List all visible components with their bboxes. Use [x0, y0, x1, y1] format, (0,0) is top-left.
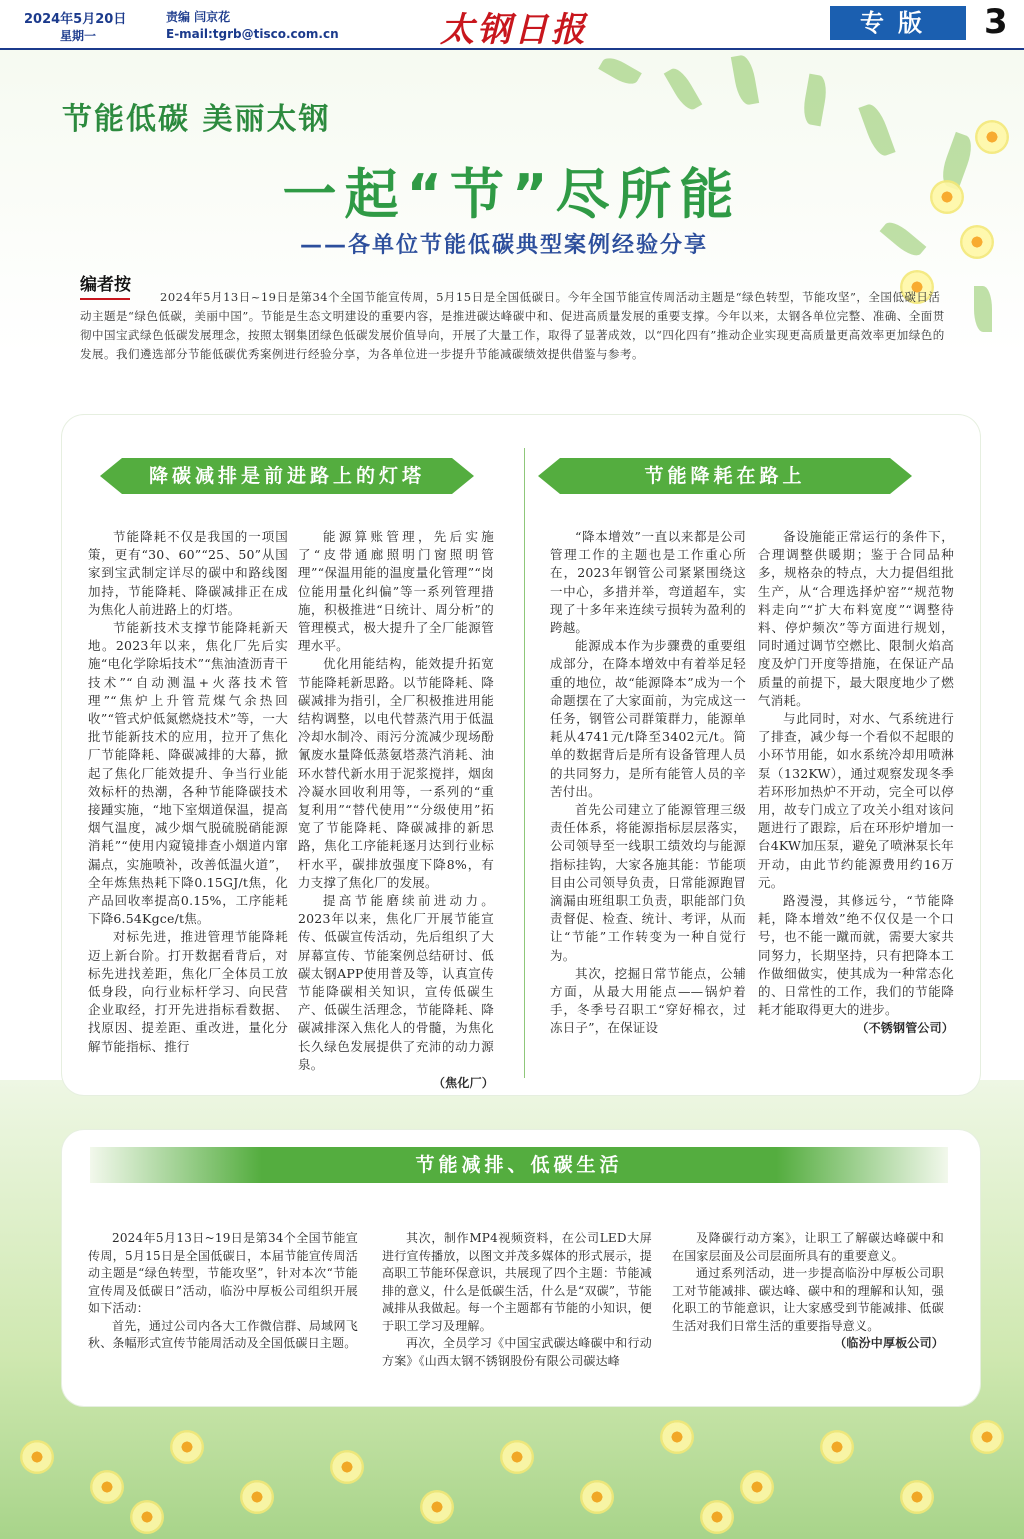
paragraph: 与此同时，对水、气系统进行了排查，减少每一个看似不起眼的小环节用能，如水系统冷却用喷淋泵（132KW），通过观察发现冬季若环形加热炉不开动，完全可以停用，故专门成立了攻关小组对该问题进行了跟踪，后在环形炉增加一台4KW加压泵，避免了喷淋泵长年开动，由此节约能源费用约16万元。	[758, 711, 954, 890]
newspaper-logo: 太钢日报	[440, 10, 588, 50]
paragraph: 首先公司建立了能源管理三级责任体系，将能源指标层层落实，公司领导至一线职工绩效均与能源指标挂钩，大家各施其能：节能项目由公司领导负责，日常能源跑冒滴漏由班组职工负责，职能部门负责督促、检查、统计、考评，从而让“节能”工作转变为一种自觉行为。	[550, 802, 746, 963]
paragraph: 路漫漫，其修远兮，“节能降耗，降本增效”绝不仅仅是一个口号，也不能一蹴而就，需要大家共同努力，长期坚持，只有把降本工作做细做实，使其成为一种常态化的、日常性的工作，我们的节能降耗才能取得更大的进步。	[758, 893, 954, 1018]
article3-col3	[672, 1230, 944, 1353]
paragraph: 其次，制作MP4视频资料，在公司LED大屏进行宣传播放，以图文并茂多媒体的形式展示，提高职工节能环保意识，共展现了四个主题：节能减排的意义，什么是低碳生活，什么是“双碳”，节能减排从我做起。每一个主题都有节能的小知识，便于职工学习及理解。	[382, 1231, 652, 1333]
article2-signature: （不锈钢管公司）	[856, 1021, 954, 1036]
issue-date: 2024年5月20日	[24, 12, 127, 27]
article3-signature: （临汾中厚板公司）	[834, 1336, 944, 1350]
issue-weekday: 星期一	[60, 29, 97, 43]
article2-col1	[550, 528, 746, 1038]
paragraph: 能源算账管理，先后实施了“皮带通廊照明门窗照明管理”“保温用能的温度量化管理”“岗位能用量化纠偏”等一系列管理措施，积极推进“日统计、周分析”的管理模式，极大提升了全厂能源管理水平。	[298, 529, 494, 654]
section-label: 专版	[830, 6, 966, 40]
flower-icon	[970, 1420, 1004, 1454]
paragraph: 能源成本作为步骤费的重要组成部分，在降本增效中有着举足轻重的地位，故“能源降本”成为一个命题摆在了大家面前，为完成这一任务，钢管公司群策群力，能源单耗从4741元/t降至3402元/t。简单的数据背后是所有设备管理人员的共同努力，是所有能管人员的辛苦付出。	[550, 638, 746, 799]
flower-icon	[960, 225, 994, 259]
paragraph: 优化用能结构，能效提升拓宽节能降耗新思路。以节能降耗、降碳减排为指引，全厂积极推进用能结构调整，以电代替蒸汽用于低温冷却水制冷、雨污分流减少现场酚氰废水量降低蒸氨塔蒸汽消耗、油环水替代新水用于泥浆搅拌，烟囱冷凝水回收利用等，一系列的“重复利用”“替代使用”“分级使用”拓宽了节能降耗、降碳减排的新思路，焦化工序能耗逐月达到行业标杆水平，碳排放强度下降8%，有力支撑了焦化厂的发展。	[298, 656, 494, 890]
article1-col1	[88, 528, 288, 1056]
flower-icon	[330, 1450, 364, 1484]
paragraph: 再次，全员学习《中国宝武碳达峰碳中和行动方案》《山西太钢不锈钢股份有限公司碳达峰	[382, 1336, 652, 1368]
flower-icon	[170, 1430, 204, 1464]
leaf-icon	[974, 286, 992, 332]
page-title: 一起“节”尽所能	[282, 163, 742, 226]
flower-icon	[500, 1440, 534, 1474]
flower-icon	[700, 1500, 734, 1534]
article3-heading: 节能减排、低碳生活	[90, 1147, 948, 1183]
flower-icon	[90, 1470, 124, 1504]
article1-heading: 降碳减排是前进路上的灯塔	[122, 458, 452, 494]
page-slogan: 节能低碳 美丽太钢	[62, 102, 331, 137]
paragraph: 备设施能正常运行的条件下，合理调整供暖期；鉴于合同品种多，规格杂的特点，大力提倡组批生产，从“合理选择炉窑”“规范物料走向”“扩大布料宽度”“调整待料、停炉频次”等方面进行规划，同时通过调节空燃比、限制火焰高度及炉门开度等措施，在保证产品质量的前提下，最大限度地少了燃气消耗。	[758, 529, 954, 708]
paragraph: 节能新技术支撑节能降耗新天地。2023年以来，焦化厂先后实施“电化学除垢技术”“焦油渣沥青干技术”“自动测温+火落技术管理”“焦炉上升管荒煤气余热回收”“管式炉低氮燃烧技术”等，一大批节能新技术的应用，拉开了焦化厂节能降耗、降碳减排的大幕，掀起了焦化厂能效提升、争当行业能效标杆的热潮，各种节能降碳技术接踵实施，“地下室烟道保温，提高烟气温度，减少烟气脱硫脱硝能源消耗”“使用内窥镜排查小烟道内窜漏点，实施喷补，改善低温火道”，全年炼焦热耗下降0.15GJ/t焦，化产品回收率提高0.15%，工序能耗下降6.54Kgce/t焦。	[88, 620, 288, 927]
editor-credit: 责编 闫京花	[166, 10, 231, 24]
article2-col2	[758, 528, 954, 1038]
paragraph: 2024年5月13日~19日是第34个全国节能宣传周，5月15日是全国低碳日，本届节能宣传周活动主题是“绿色转型，节能攻坚”，针对本次“节能宣传周及低碳日”活动，临汾中厚板公司组织开展如下活动：	[88, 1231, 358, 1315]
paragraph: 通过系列活动，进一步提高临汾中厚板公司职工对节能减排、碳达峰、碳中和的理解和认知，强化职工的节能意识，让大家感受到节能减排、低碳生活对我们日常生活的重要指导意义。	[672, 1266, 944, 1333]
masthead	[0, 0, 1024, 50]
flower-icon	[20, 1440, 54, 1474]
article1-signature: （焦化厂）	[432, 1076, 494, 1091]
flower-icon	[580, 1480, 614, 1514]
editor-note-text: 2024年5月13日~19日是第34个全国节能宣传周，5月15日是全国低碳日。今年全国节能宣传周活动主题是“绿色转型，节能攻坚”，全国低碳日活动主题是“绿色低碳，美丽中国”。节能是生态文明建设的重要内容，是推进碳达峰碳中和、促进高质量发展的重要支撑。今年以来，太钢各单位完整、准确、全面贯彻中国宝武绿色低碳发展理念，按照太钢集团绿色低碳发展价值导向，开展了大量工作，取得了显著成效，以“四化四有”推动企业实现更高质量更高效率更加绿色的发展。我们遴选部分节能低碳优秀案例进行经验分享，为各单位进一步提升节能减碳绩效提供借鉴与参考。	[80, 290, 945, 361]
column-divider	[524, 448, 525, 1078]
article2-heading: 节能降耗在路上	[560, 458, 890, 494]
paragraph: 节能降耗不仅是我国的一项国策，更有“30、60”“25、50”从国家到宝武制定详尽的碳中和路线图加持，节能降耗、降碳减排正在成为焦化人前进路上的灯塔。	[88, 529, 288, 617]
paragraph: 提高节能磨续前进动力。2023年以来，焦化厂开展节能宣传、低碳宣传活动，先后组织了大屏幕宣传、节能案例总结研讨、低碳太钢APP使用普及等，认真宣传节能降碳相关知识，宣传低碳生产、低碳生活理念，节能降耗、降碳减排深入焦化人的骨髓，为焦化长久绿色发展提供了充沛的动力源泉。	[298, 893, 494, 1072]
editor-note-label: 编者按	[80, 275, 131, 295]
flower-icon	[820, 1430, 854, 1464]
flower-icon	[975, 120, 1009, 154]
page-number: 3	[984, 2, 1008, 42]
paragraph: 及降碳行动方案》，让职工了解碳达峰碳中和在国家层面及公司层面所具有的重要意义。	[672, 1231, 944, 1263]
paragraph: “降本增效”一直以来都是公司管理工作的主题也是工作重心所在，2023年钢管公司紧紧围绕这一中心，多措并举，弯道超车，实现了十多年来连续亏损转为盈利的跨越。	[550, 529, 746, 636]
article3-col2	[382, 1230, 652, 1370]
paragraph: 首先，通过公司内各大工作微信群、局域网飞秋、条幅形式宣传节能周活动及全国低碳日主题。	[88, 1318, 358, 1350]
page-subtitle: ——各单位节能低碳典型案例经验分享	[300, 233, 709, 258]
paragraph: 对标先进，推进管理节能降耗迈上新台阶。打开数据看背后，对标先进找差距，焦化厂全体员工放低身段，向行业标杆学习、向民营企业取经，打开先进指标看数据、找原因、提差距、重改进，量化分解节能指标、推行	[88, 929, 288, 1054]
paragraph: 其次，挖掘日常节能点，公辅方面，从最大用能点——锅炉着手，冬季号召职工“穿好棉衣，过冻日子”，在保证设	[550, 965, 746, 1036]
flower-icon	[420, 1490, 454, 1524]
flower-icon	[740, 1470, 774, 1504]
article1-col2	[298, 528, 494, 1092]
flower-icon	[900, 1480, 934, 1514]
flower-icon	[130, 1500, 164, 1534]
flower-icon	[240, 1480, 274, 1514]
article3-col1	[88, 1230, 358, 1353]
editor-email: E-mail:tgrb@tisco.com.cn	[166, 27, 339, 41]
flower-icon	[660, 1420, 694, 1454]
